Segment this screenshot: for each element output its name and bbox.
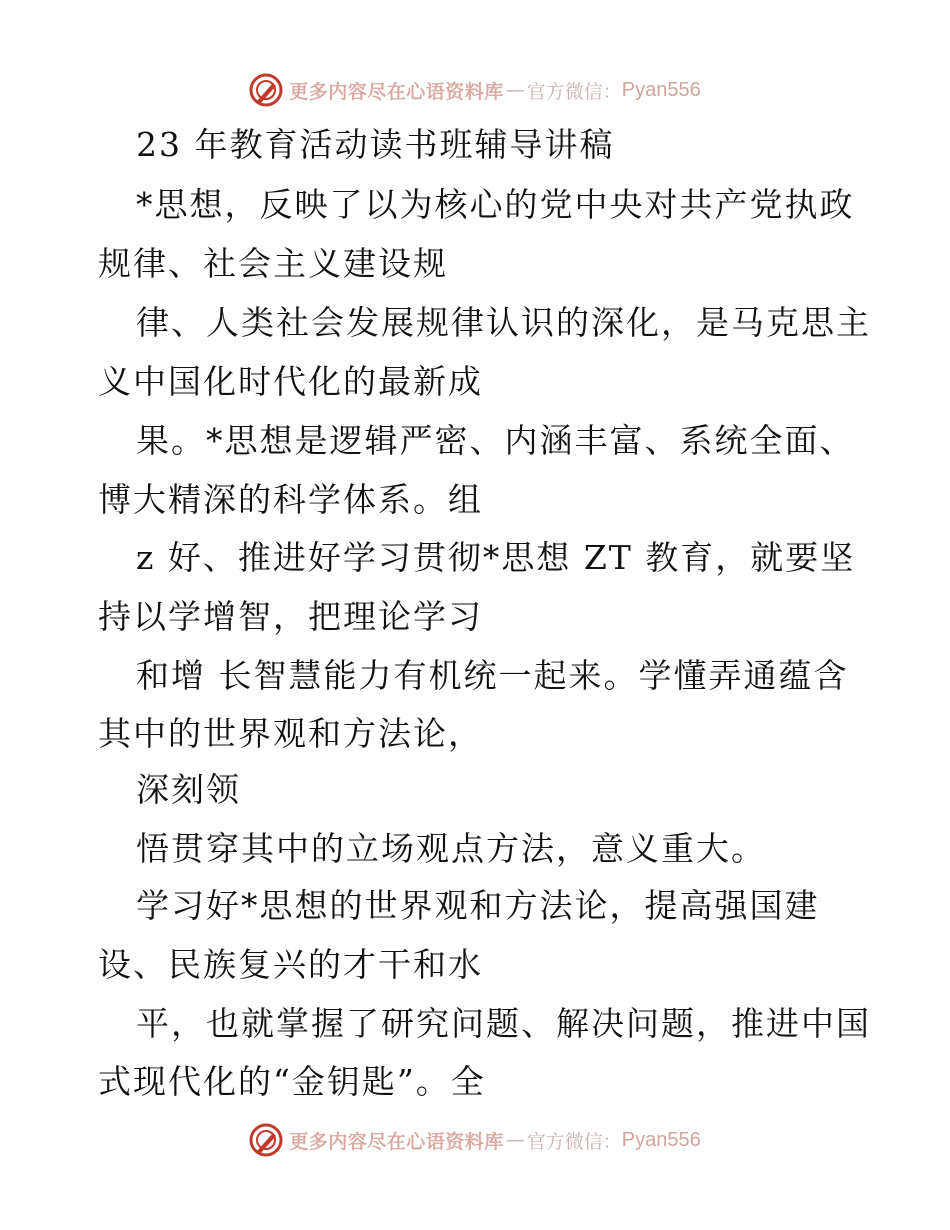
watermark-text: 更多内容尽在心语资料库 [289,80,504,103]
text-line: 律、人类社会发展规律认识的深化，是马克思主 [136,303,871,342]
text-line: 式现代化的“金钥匙”。全 [98,1062,486,1101]
text-line: 和增 长智慧能力有机统一起来。学懂弄通蕴含 [136,656,849,695]
text-line: z 好、推进好学习贯彻*思想 ZT 教育，就要坚 [136,538,856,577]
text-line: 悟贯穿其中的立场观点方法，意义重大。 [136,829,766,868]
text-line: 设、民族复兴的才干和水 [98,945,483,984]
watermark-wechat-label: 官方微信： [526,80,622,103]
watermark-wechat-label: 官方微信： [526,1130,622,1153]
watermark-wechat-id: Pyan556 [621,78,701,101]
pen-logo-icon [249,73,283,107]
watermark-banner-bottom [0,1120,950,1160]
text-line: 深刻领 [136,770,241,809]
text-line: 博大精深的科学体系。组 [98,480,483,519]
text-line: 其中的世界观和方法论， [98,714,483,753]
watermark-separator: — [505,79,525,101]
text-line: 义中国化时代化的最新成 [98,362,483,401]
watermark-wechat-id: Pyan556 [621,1128,701,1151]
text-line: 持以学增智，把理论学习 [98,597,483,636]
text-line: 规律、社会主义建设规 [98,244,448,283]
watermark-separator: — [505,1129,525,1151]
text-line: 平，也就掌握了研究问题、解决问题，推进中国 [136,1004,871,1043]
text-line: *思想，反映了以为核心的党中央对共产党执政 [136,185,855,224]
pen-logo-icon [249,1123,283,1157]
text-line: 学习好*思想的世界观和方法论，提高强国建 [136,886,820,925]
text-line: 果。*思想是逻辑严密、内涵丰富、系统全面、 [136,421,855,460]
watermark-banner-top [0,70,950,110]
watermark-text: 更多内容尽在心语资料库 [289,1130,504,1153]
document-title: 23 年教育活动读书班辅导讲稿 [136,125,615,164]
